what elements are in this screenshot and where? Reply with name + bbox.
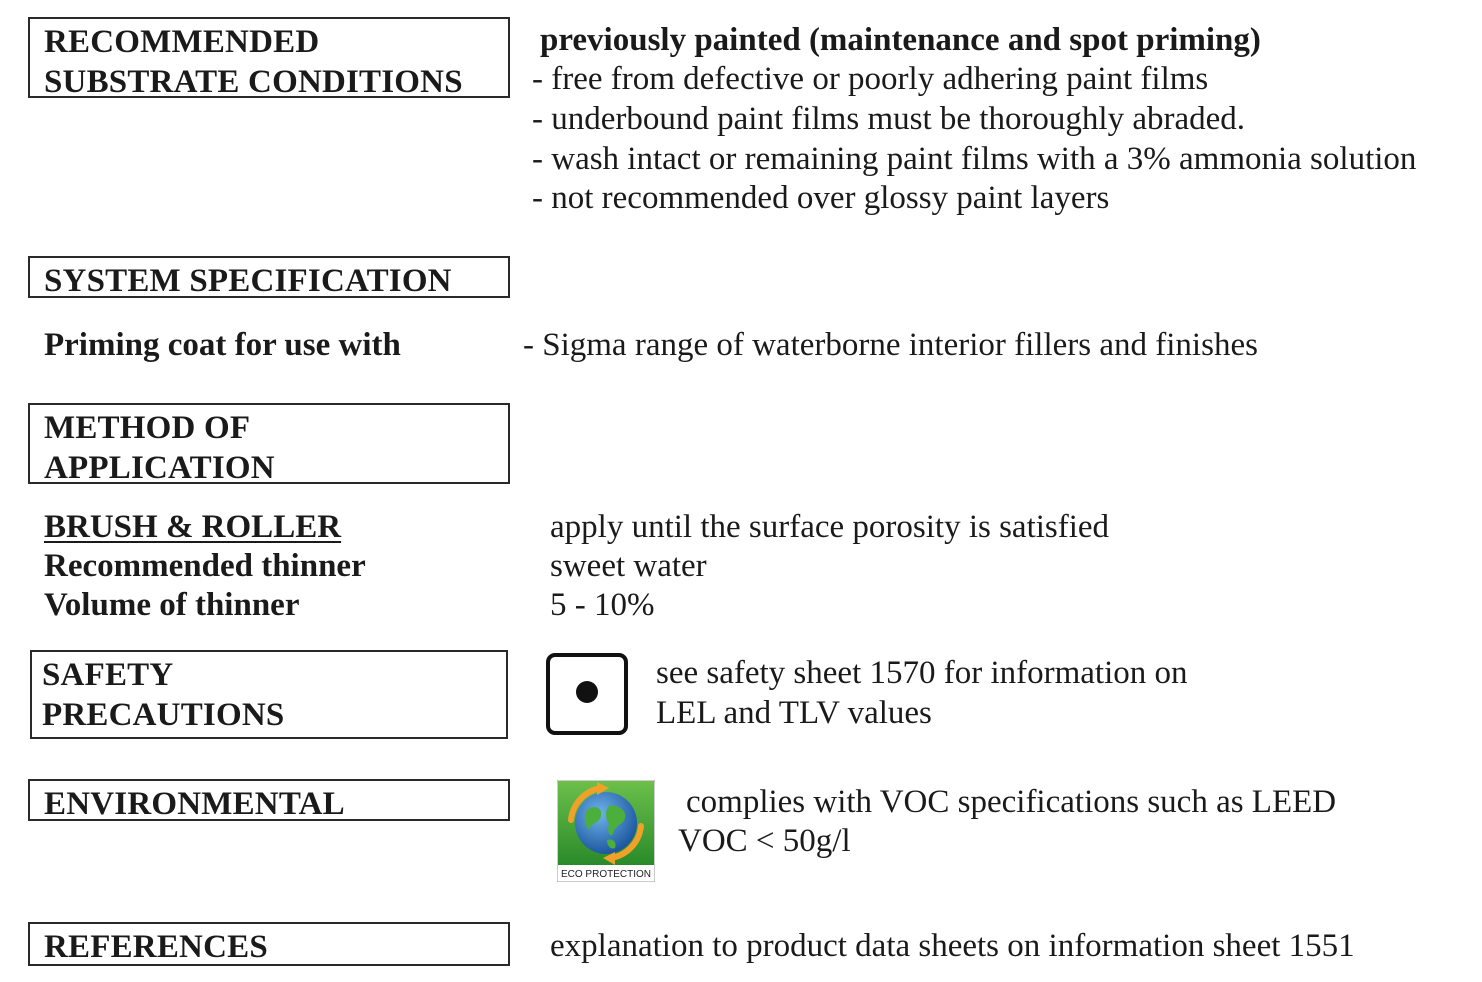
- method-row-label: Recommended thinner: [44, 548, 366, 584]
- substrate-conditions-title-box: [28, 17, 510, 98]
- method-title-line-2: APPLICATION: [44, 450, 275, 486]
- safety-title-line-2: PRECAUTIONS: [42, 697, 285, 733]
- substrate-heading: previously painted (maintenance and spot priming): [540, 22, 1261, 58]
- method-subheading: BRUSH & ROLLER: [44, 509, 342, 545]
- substrate-title-line-2: SUBSTRATE CONDITIONS: [44, 64, 463, 100]
- environmental-text-line-1: complies with VOC specifications such as LEED: [686, 784, 1337, 820]
- system-value: - Sigma range of waterborne interior fillers and finishes: [523, 327, 1258, 363]
- safety-sheet-icon: [546, 653, 628, 735]
- substrate-item: - underbound paint films must be thoroughly abraded.: [532, 101, 1246, 137]
- safety-title-line-1: SAFETY: [42, 657, 174, 693]
- substrate-title-line-1: RECOMMENDED: [44, 24, 320, 60]
- method-of-application-title-box: [28, 403, 510, 484]
- references-title: REFERENCES: [44, 929, 268, 965]
- eco-protection-globe-icon: [557, 780, 655, 882]
- system-label: Priming coat for use with: [44, 327, 401, 363]
- references-text: explanation to product data sheets on information sheet 1551: [550, 928, 1355, 964]
- environmental-title: ENVIRONMENTAL: [44, 786, 345, 822]
- method-row-value: 5 - 10%: [550, 587, 655, 623]
- system-title: SYSTEM SPECIFICATION: [44, 263, 452, 299]
- system-specification-title-box: [28, 256, 510, 298]
- safety-text-line-1: see safety sheet 1570 for information on: [656, 655, 1188, 691]
- substrate-item: - wash intact or remaining paint films with a 3% ammonia solution: [532, 141, 1417, 177]
- substrate-item: - free from defective or poorly adhering paint films: [532, 61, 1209, 97]
- environmental-text-line-2: VOC < 50g/l: [678, 823, 851, 859]
- method-subheading-value: apply until the surface porosity is satisfied: [550, 509, 1110, 545]
- safety-precautions-title-box: [30, 650, 508, 739]
- safety-text-line-2: LEL and TLV values: [656, 695, 932, 731]
- substrate-item: - not recommended over glossy paint layers: [532, 180, 1110, 216]
- method-row-label: Volume of thinner: [44, 587, 300, 623]
- method-title-line-1: METHOD OF: [44, 410, 251, 446]
- safety-icon-dot: [576, 681, 598, 703]
- method-row-value: sweet water: [550, 548, 707, 584]
- environmental-title-box: [28, 779, 510, 821]
- references-title-box: [28, 922, 510, 966]
- eco-logo-label: ECO PROTECTION: [560, 869, 652, 880]
